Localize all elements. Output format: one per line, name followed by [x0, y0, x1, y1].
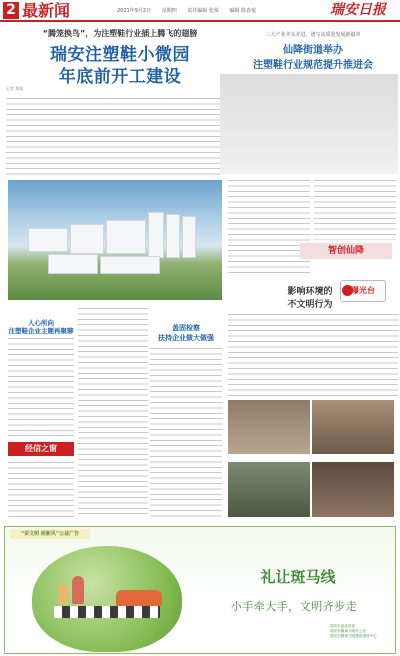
apple-illustration [32, 546, 182, 652]
adult-figure [72, 576, 84, 604]
building [148, 212, 164, 258]
section-title: 最新闻 [22, 1, 71, 20]
middle-column-text [78, 306, 148, 518]
zebra-crossing [54, 606, 160, 618]
right-body-text [228, 178, 310, 276]
building [106, 220, 146, 254]
organizer: 瑞安市精神文明建设指导中心 [330, 634, 377, 639]
copy-editor: 编辑 陈春悦 [229, 8, 257, 14]
car-figure [116, 590, 162, 606]
lead-byline: 记者 郑晓 [6, 86, 24, 91]
ad-organizers [330, 624, 390, 640]
lead-title-line2: 年底前开工建设 [58, 67, 182, 87]
exposure-badge [340, 280, 386, 302]
side-title-line2: 扶持企业做大做强 [158, 334, 214, 342]
feature-photo-3 [228, 462, 310, 517]
editor: 责任编辑 张悦 [187, 8, 219, 14]
weekday: 星期四 [161, 8, 177, 14]
feature-photo-1 [228, 400, 310, 454]
column-tag-label: 经信之窗 [25, 444, 57, 453]
date: 2021年9月2日 [117, 8, 152, 14]
right-kicker: 三大产业齐头并进，谱写高质量发展新篇章 [265, 32, 361, 38]
column-body-text [8, 460, 74, 518]
badge-label: 曝光台 [351, 286, 375, 295]
column-tag [8, 442, 74, 456]
meeting-photo [220, 74, 398, 174]
lead-title-line1: 瑞安注塑鞋小微园 [50, 45, 190, 65]
brand-logo: 瑞安日报 [330, 2, 386, 18]
building [28, 228, 68, 252]
building [48, 254, 98, 274]
right-title-line2: 注塑鞋行业规范提升推进会 [253, 60, 373, 71]
feature-title-line1: 影响环境的 [287, 287, 333, 297]
building [182, 216, 196, 258]
feature-photo-4 [312, 462, 394, 517]
page-number: 2 [3, 2, 19, 19]
building [166, 214, 180, 258]
building [100, 256, 160, 274]
right-body-text [314, 178, 396, 240]
building [70, 224, 104, 254]
column-title-line2: 注塑鞋企业主题再聚聊 [8, 327, 74, 335]
feature-photo-2 [312, 400, 394, 454]
child-figure [58, 584, 68, 604]
feature-title-line2: 不文明行为 [287, 300, 333, 310]
ad-title: 礼让斑马线 [260, 568, 336, 586]
feature-body-text [228, 312, 398, 396]
lead-kicker: “腾笼换鸟”，为注塑鞋行业插上腾飞的翅膀 [42, 29, 198, 38]
column-title-line1: 人心所向 [28, 319, 54, 327]
ad-tag: “讲文明 树新风”公益广告 [10, 529, 90, 539]
organizer: 瑞安市委宣传部 [330, 624, 356, 628]
ad-slogan: 小手牵大手，文明齐步走 [230, 600, 358, 613]
lead-body-text [6, 96, 220, 178]
zhichuang-banner: 智创仙降 [300, 243, 392, 259]
right-title-line1: 仙降街道举办 [283, 45, 343, 56]
side-column-text [150, 346, 222, 518]
industrial-park-rendering [8, 180, 222, 300]
organizer: 瑞安市精神文明办公室 [330, 629, 366, 634]
column-body-text [8, 336, 74, 440]
side-title-line1: 盖固检察 [172, 324, 200, 332]
